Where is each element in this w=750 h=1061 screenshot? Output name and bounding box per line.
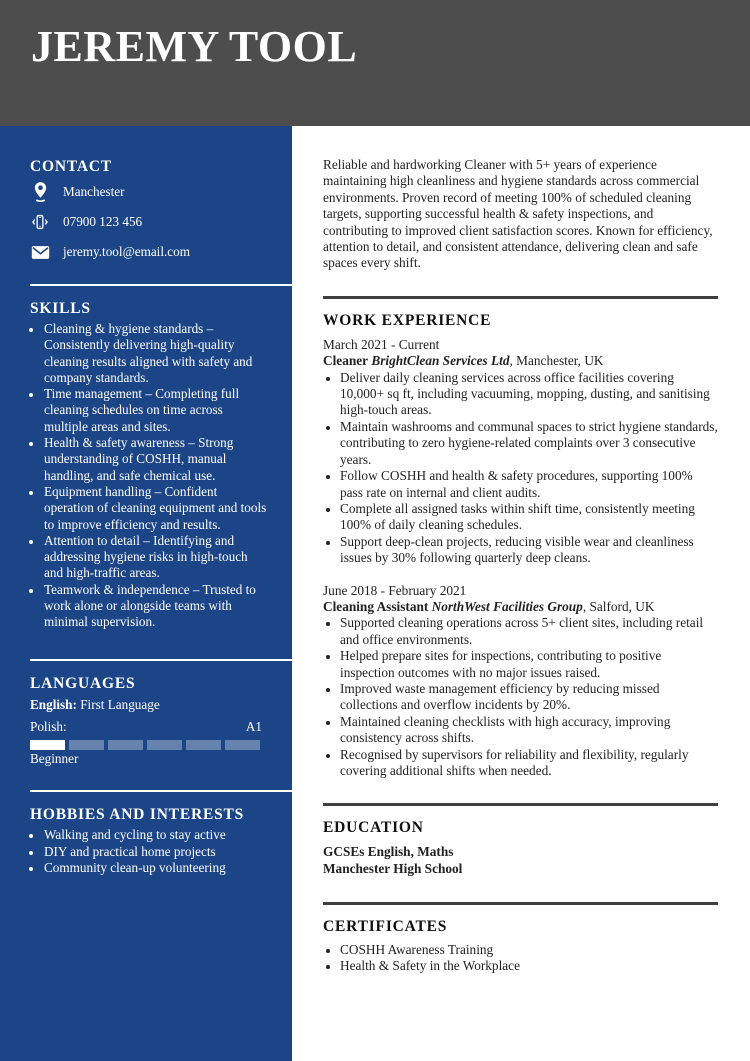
- job-role: Cleaning Assistant: [323, 598, 429, 614]
- list-item: • Attention to detail – Identifying and addressing hygiene risks in high-touch and high-traffic areas.: [43, 533, 268, 582]
- contact-row-location: [30, 178, 264, 206]
- level-segment-empty: [186, 740, 221, 750]
- list-item: • Walking and cycling to stay active: [43, 827, 268, 843]
- contact-location-text: Manchester: [63, 184, 125, 199]
- language-english-row: [30, 697, 262, 713]
- job-heading: [323, 599, 718, 615]
- list-item: • Complete all assigned tasks within shift time, consistently meeting 100% of daily cleaning schedules.: [340, 501, 718, 534]
- certificates-section-title: CERTIFICATES: [323, 917, 448, 935]
- education-qualifications: GCSEs English, Maths: [323, 844, 454, 860]
- list-item: • DIY and practical home projects: [43, 844, 268, 860]
- job-location: , Salford, UK: [582, 598, 655, 614]
- list-item: • Time management – Completing full cleaning schedules on time across multiple areas and sites.: [43, 386, 268, 435]
- main-column: [292, 126, 750, 974]
- candidate-name: JEREMY TOOL: [31, 22, 358, 71]
- list-item: • Follow COSHH and health & safety procedures, supporting 100% pass rate on internal and client audits.: [340, 468, 718, 501]
- contact-row-email: [30, 238, 264, 266]
- sidebar-divider: [30, 790, 292, 792]
- job-bullet-list: [323, 615, 718, 779]
- language-level-descriptor: Beginner: [30, 751, 79, 767]
- job-heading: [323, 353, 718, 369]
- envelope-icon: [30, 245, 50, 260]
- skills-section-title: SKILLS: [30, 300, 91, 317]
- section-divider: [323, 803, 718, 806]
- list-item: • Community clean-up volunteering: [43, 860, 268, 876]
- hobbies-section-title: HOBBIES AND INTERESTS: [30, 806, 245, 824]
- job-dates: March 2021 - Current: [323, 336, 440, 352]
- list-item: • Health & Safety in the Workplace: [340, 958, 718, 974]
- list-item: • Cleaning & hygiene standards – Consistently delivering high-quality cleaning results aligned with safety and company standards.: [43, 321, 268, 386]
- list-item: • Teamwork & independence – Trusted to work alone or alongside teams with minimal supervision.: [43, 582, 268, 631]
- language-english-value: First Language: [80, 696, 160, 712]
- language-polish-row: [30, 719, 262, 735]
- contact-email-text: jeremy.tool@email.com: [63, 244, 191, 259]
- hobbies-list: [30, 827, 268, 876]
- professional-summary: Reliable and hardworking Cleaner with 5+ years of experience maintaining high cleanliness and hygiene standards across commercial environments. Proven record of meeting 100% of scheduled cleaning targets, supporting successful health & safety inspections, and contributing to improved client satisfaction scores. Known for efficiency, attention to detail, and consistent attendance, delivering clean and safe spaces every shift.: [323, 157, 713, 271]
- language-polish-level-badge: A1: [245, 718, 262, 734]
- sidebar-divider: [30, 659, 292, 661]
- list-item: • Helped prepare sites for inspections, contributing to positive inspection outcomes with no major issues raised.: [340, 648, 718, 681]
- level-segment-empty: [108, 740, 143, 750]
- list-item: • Improved waste management efficiency by reducing missed collections and overflow incidents by 20%.: [340, 681, 718, 714]
- skills-list: [30, 321, 268, 631]
- level-segment-filled: [30, 740, 65, 750]
- languages-section-title: LANGUAGES: [30, 674, 136, 692]
- education-section-title: EDUCATION: [323, 819, 424, 837]
- level-segment-empty: [225, 740, 260, 750]
- level-segment-empty: [69, 740, 104, 750]
- list-item: • Equipment handling – Confident operation of cleaning equipment and tools to improve efficiency and results.: [43, 484, 268, 533]
- list-item: • COSHH Awareness Training: [340, 942, 718, 958]
- sidebar: [0, 126, 292, 1061]
- language-polish-label: Polish:: [30, 718, 67, 734]
- language-level-bar: [30, 740, 260, 750]
- language-english-label: English:: [30, 696, 77, 712]
- contact-section-title: CONTACT: [30, 158, 112, 175]
- list-item: • Supported cleaning operations across 5+ client sites, including retail and office environments.: [340, 615, 718, 648]
- list-item: • Support deep-clean projects, reducing visible wear and cleanliness issues by 30% following quarterly deep cleans.: [340, 534, 718, 567]
- job-bullet-list: [323, 370, 718, 567]
- job-location: , Manchester, UK: [509, 353, 604, 369]
- work-experience-section-title: WORK EXPERIENCE: [323, 311, 492, 329]
- contact-row-phone: [30, 208, 264, 236]
- list-item: • Recognised by supervisors for reliability and flexibility, regularly covering additional shifts when needed.: [340, 747, 718, 780]
- list-item: • Maintained cleaning checklists with high accuracy, improving consistency across shifts.: [340, 714, 718, 747]
- section-divider: [323, 902, 718, 905]
- education-school: Manchester High School: [323, 861, 463, 876]
- mobile-phone-icon: [30, 211, 50, 233]
- level-segment-empty: [147, 740, 182, 750]
- job-company: NorthWest Facilities Group: [431, 598, 583, 614]
- list-item: • Health & safety awareness – Strong understanding of COSHH, manual handling, and safe chemical use.: [43, 435, 268, 484]
- contact-phone-text: 07900 123 456: [63, 214, 143, 229]
- header-band: [0, 0, 750, 126]
- list-item: • Deliver daily cleaning services across office facilities covering 10,000+ sq ft, including vacuuming, mopping, dusting, and sanitising high-touch areas.: [340, 370, 718, 419]
- sidebar-divider: [30, 284, 292, 286]
- certificates-list: [323, 942, 718, 975]
- section-divider: [323, 296, 718, 299]
- location-pin-icon: [30, 181, 50, 203]
- job-company: BrightClean Services Ltd: [371, 353, 510, 369]
- list-item: • Maintain washrooms and communal spaces to strict hygiene standards, contributing to zero hygiene-related complaints over 3 consecutive years.: [340, 419, 718, 468]
- job-dates: June 2018 - February 2021: [323, 582, 467, 598]
- job-role: Cleaner: [323, 353, 369, 369]
